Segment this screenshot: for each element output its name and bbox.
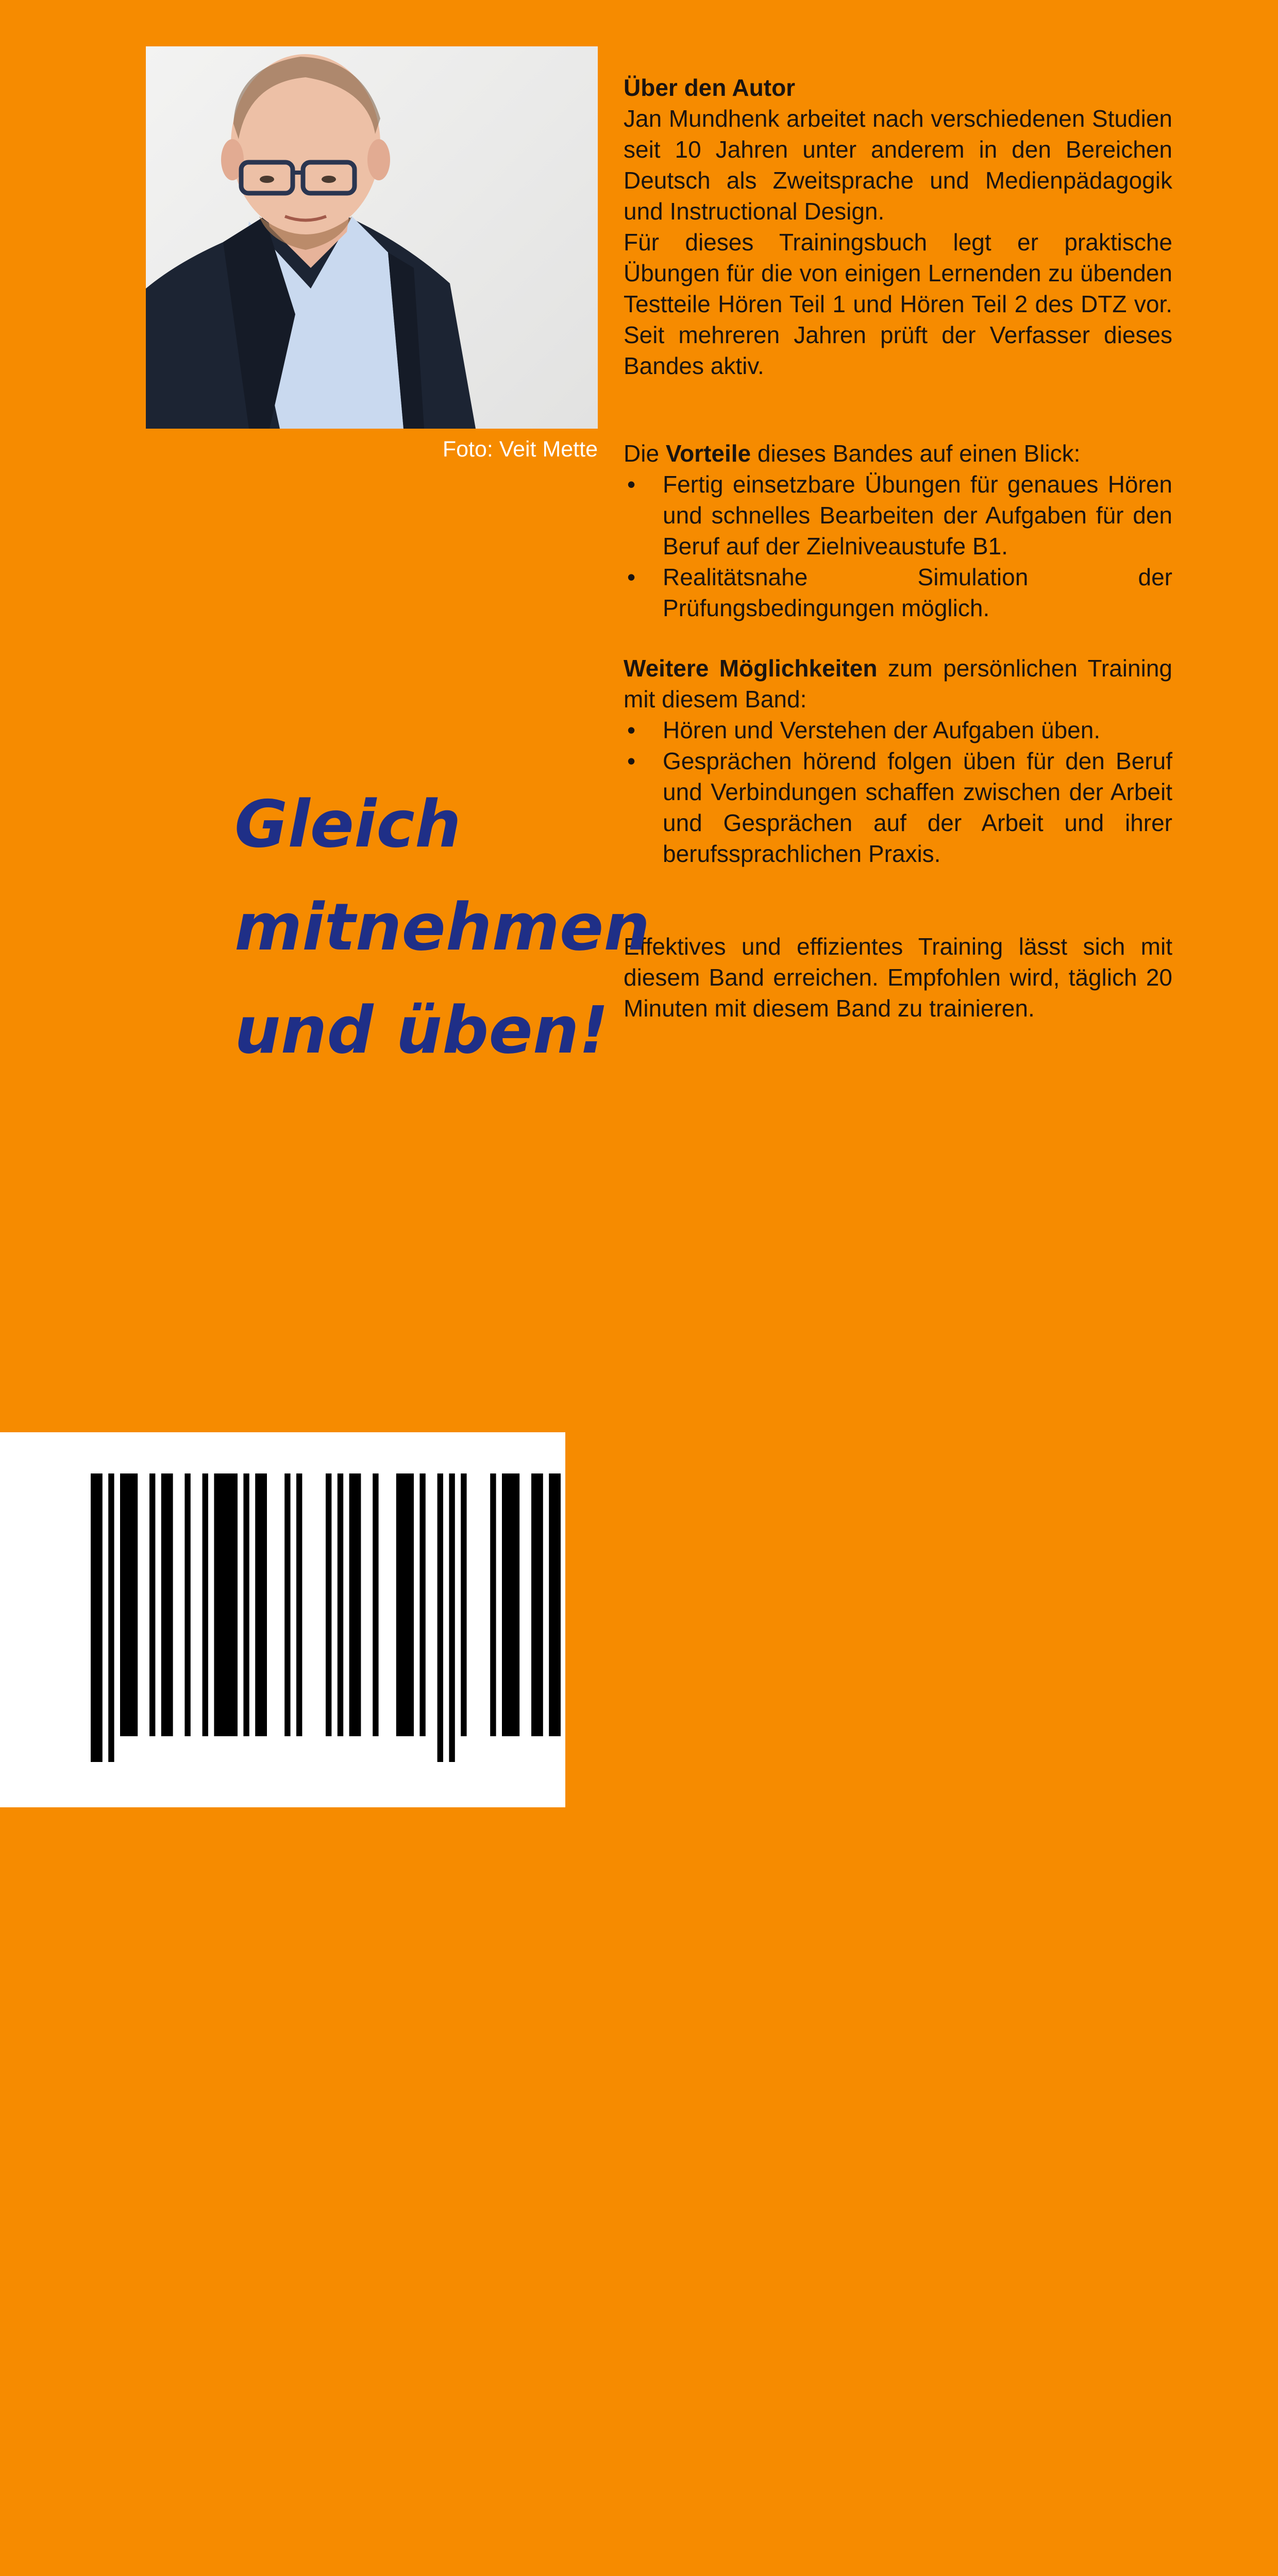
barcode-bar bbox=[108, 1473, 114, 1762]
barcode-bar bbox=[449, 1473, 455, 1762]
slogan-line-3: und üben! bbox=[234, 992, 609, 1068]
barcode-bar bbox=[349, 1473, 361, 1736]
further-list bbox=[624, 715, 1172, 869]
barcode-bar bbox=[243, 1473, 249, 1736]
barcode-bar bbox=[296, 1473, 302, 1736]
list-item bbox=[624, 745, 1172, 869]
list-item-text: Fertig einsetzbare Übungen für genaues Hören und schnelles Bearbeiten der Aufgaben für den Beruf auf der Zielniveaustufe B1. bbox=[663, 471, 1172, 560]
list-item bbox=[624, 469, 1172, 562]
slogan bbox=[234, 773, 650, 1082]
barcode-bar bbox=[461, 1473, 466, 1736]
advantages-section bbox=[624, 438, 1172, 623]
barcode-bar bbox=[531, 1473, 543, 1736]
author-heading: Über den Autor bbox=[624, 74, 796, 101]
advantages-list bbox=[624, 469, 1172, 623]
author-book-description: Für dieses Trainingsbuch legt er praktische Übungen für die von einigen Lernenden zu übenden Testteile Hören Teil 1 und Hören Teil 2 des DTZ vor. Seit mehreren Jahren prüft der Verfasser dieses Bandes aktiv. bbox=[624, 229, 1172, 379]
barcode-bar bbox=[120, 1473, 138, 1736]
barcode-bar bbox=[373, 1473, 378, 1736]
author-photo bbox=[146, 46, 598, 429]
list-item-text: Gesprächen hörend folgen üben für den Beruf und Verbindungen schaffen zwischen der Arbeit und Gesprächen auf der Arbeit und ihrer berufssprachlichen Praxis. bbox=[663, 748, 1172, 867]
photo-credit: Foto: Veit Mette bbox=[442, 437, 598, 462]
bullet-icon: • bbox=[627, 471, 636, 498]
list-item bbox=[624, 562, 1172, 623]
advantages-intro-prefix: Die bbox=[624, 440, 666, 467]
further-intro-suffix: zum persönlichen Training mit diesem Band: bbox=[624, 655, 1172, 713]
barcode-bar bbox=[203, 1473, 208, 1736]
barcode-bar bbox=[396, 1473, 414, 1736]
advantages-intro bbox=[624, 438, 1172, 469]
barcode-bar bbox=[91, 1473, 103, 1762]
bullet-icon: • bbox=[627, 748, 636, 774]
barcode-bar bbox=[490, 1473, 496, 1736]
barcode-bar bbox=[149, 1473, 155, 1736]
bullet-icon: • bbox=[627, 717, 636, 743]
closing-text: Effektives und effizientes Training lässt sich mit diesem Band erreichen. Empfohlen wird, täglich 20 Minuten mit diesem Band zu trainieren. bbox=[624, 933, 1172, 1022]
list-item-text: Realitätsnahe Simulation der Prüfungsbedingungen möglich. bbox=[663, 564, 1172, 621]
list-item-text: Hören und Verstehen der Aufgaben üben. bbox=[663, 717, 1101, 743]
barcode-bar bbox=[549, 1473, 561, 1736]
slogan-line-2: mitnehmen bbox=[234, 889, 650, 965]
slogan-line-1: Gleich bbox=[234, 786, 461, 862]
barcode-bar bbox=[326, 1473, 331, 1736]
further-intro bbox=[624, 653, 1172, 715]
bullet-icon: • bbox=[627, 564, 636, 590]
barcode-bar bbox=[338, 1473, 343, 1736]
advantages-intro-bold: Vorteile bbox=[665, 440, 751, 467]
barcode-bar bbox=[419, 1473, 425, 1736]
barcode-icon bbox=[0, 1432, 565, 1807]
advantages-intro-suffix: dieses Bandes auf einen Blick: bbox=[751, 440, 1081, 467]
list-item bbox=[624, 715, 1172, 745]
barcode-bar bbox=[184, 1473, 190, 1736]
closing-section bbox=[624, 931, 1172, 1024]
further-section bbox=[624, 653, 1172, 869]
barcode-bar bbox=[502, 1473, 519, 1736]
barcode-bar bbox=[284, 1473, 290, 1736]
author-portrait-image bbox=[146, 46, 598, 429]
barcode-bar bbox=[161, 1473, 173, 1736]
further-intro-bold: Weitere Möglichkeiten bbox=[624, 655, 878, 682]
barcode-bar bbox=[438, 1473, 443, 1762]
barcode-area bbox=[0, 1432, 565, 1807]
barcode-bar bbox=[214, 1473, 238, 1736]
author-section bbox=[624, 72, 1172, 381]
barcode-bar bbox=[255, 1473, 267, 1736]
author-bio: Jan Mundhenk arbeitet nach verschiedenen Studien seit 10 Jahren unter anderem in den Bereichen Deutsch als Zweitsprache und Medienpädagogik und Instructional Design. bbox=[624, 105, 1172, 225]
